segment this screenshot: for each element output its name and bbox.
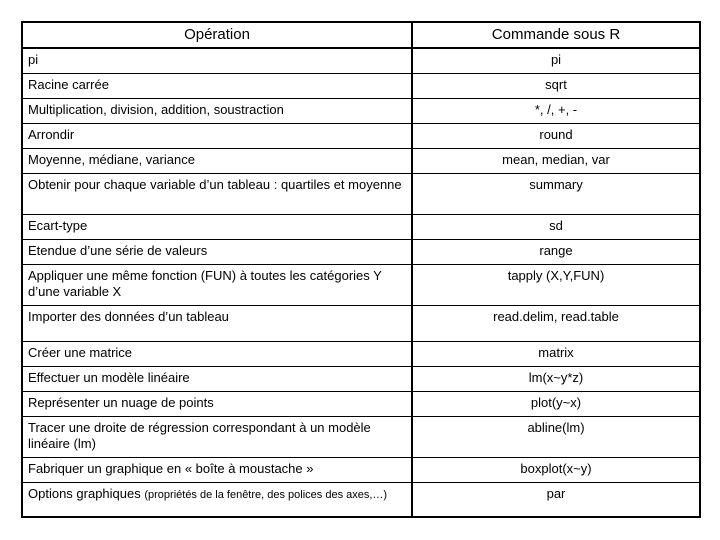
operation-cell: Créer une matrice: [23, 342, 412, 367]
command-cell: *, /, +, -: [412, 99, 699, 124]
operation-cell: Racine carrée: [23, 74, 412, 99]
operation-cell: Appliquer une même fonction (FUN) à toutes les catégories Y d’une variable X: [23, 265, 412, 306]
command-cell: read.delim, read.table: [412, 306, 699, 342]
table-row: [23, 240, 699, 265]
table-row: [23, 48, 699, 74]
header-command: Commande sous R: [412, 23, 699, 48]
table-row: [23, 392, 699, 417]
operation-cell: Obtenir pour chaque variable d’un tableau : quartiles et moyenne: [23, 174, 412, 215]
table-row: [23, 483, 699, 519]
header-operation: Opération: [23, 23, 412, 48]
operation-cell: Ecart-type: [23, 215, 412, 240]
command-cell: par: [546, 486, 566, 501]
operation-cell: Etendue d’une série de valeurs: [23, 240, 412, 265]
command-cell: plot(y~x): [412, 392, 699, 417]
operation-cell: Arrondir: [23, 124, 412, 149]
table-row: [23, 458, 699, 483]
operation-note-text: (propriétés de la fenêtre, des polices des axes,…): [144, 489, 388, 501]
table-row: [23, 306, 699, 342]
commands-table-grid: [23, 23, 699, 518]
table-row: [23, 342, 699, 367]
command-cell: boxplot(x~y): [412, 458, 699, 483]
table-row: [23, 367, 699, 392]
table-row: [23, 149, 699, 174]
header-row: [23, 23, 699, 48]
command-cell: range: [412, 240, 699, 265]
command-cell: mean, median, var: [412, 149, 699, 174]
table-row: [23, 99, 699, 124]
operation-cell: Importer des données d’un tableau: [23, 306, 412, 342]
r-commands-table: [21, 21, 701, 518]
operation-cell: Fabriquer un graphique en « boîte à moustache »: [23, 458, 412, 483]
table-row: [23, 417, 699, 458]
table-row: [23, 265, 699, 306]
operation-cell: Multiplication, division, addition, soustraction: [23, 99, 412, 124]
operation-cell: Tracer une droite de régression correspondant à un modèle linéaire (lm): [23, 417, 412, 458]
command-cell: pi: [412, 48, 699, 74]
command-cell: sqrt: [412, 74, 699, 99]
table-row: [23, 124, 699, 149]
operation-cell: pi: [23, 48, 412, 74]
operation-main-text: Options graphiques: [28, 486, 145, 501]
command-cell: summary: [412, 174, 699, 215]
operation-cell: Représenter un nuage de points: [23, 392, 412, 417]
command-cell: abline(lm): [412, 417, 699, 458]
command-cell: tapply (X,Y,FUN): [412, 265, 699, 306]
command-cell: sd: [412, 215, 699, 240]
command-cell: matrix: [412, 342, 699, 367]
operation-cell: [23, 483, 412, 519]
table-row: [23, 215, 699, 240]
operation-cell: Moyenne, médiane, variance: [23, 149, 412, 174]
operation-cell: Effectuer un modèle linéaire: [23, 367, 412, 392]
command-cell: lm(x~y*z): [412, 367, 699, 392]
table-row: [23, 74, 699, 99]
table-row: [23, 174, 699, 215]
command-cell: round: [412, 124, 699, 149]
